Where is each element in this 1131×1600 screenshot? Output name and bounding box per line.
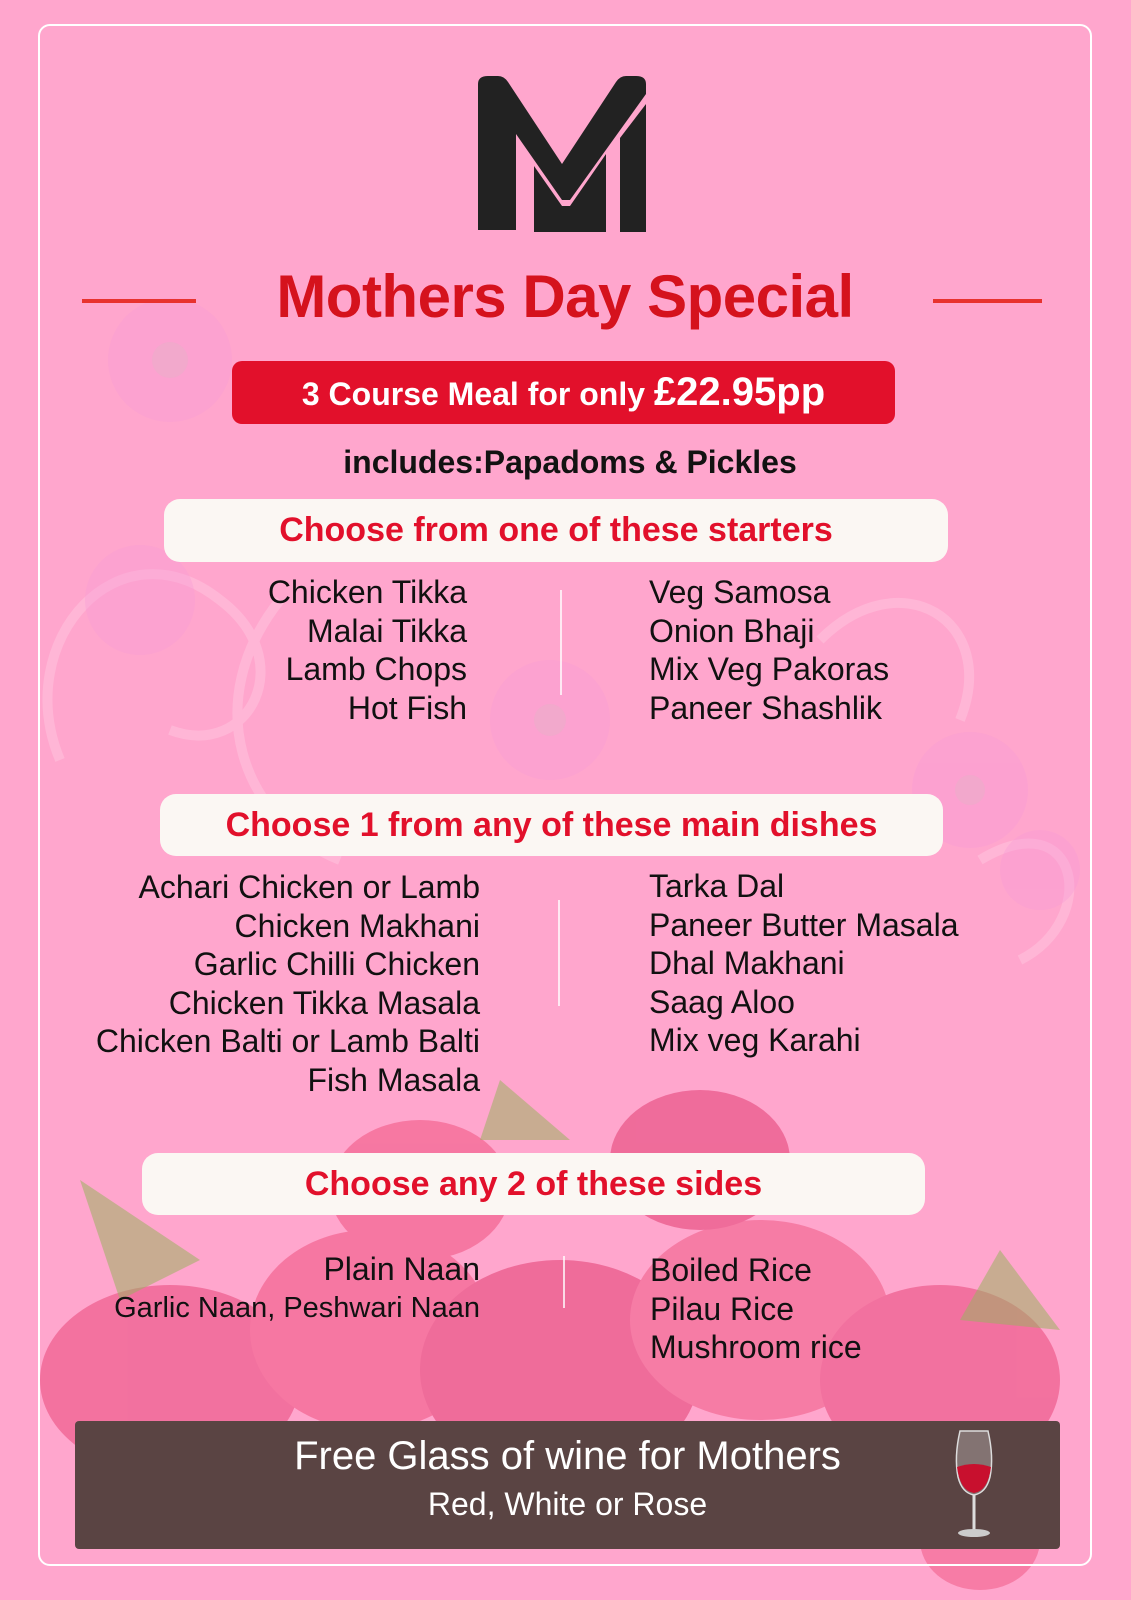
starter-item: Paneer Shashlik bbox=[649, 689, 883, 726]
side-item: Plain Naan bbox=[323, 1251, 480, 1287]
main-item: Mix veg Karahi bbox=[649, 1022, 861, 1058]
side-item: Boiled Rice bbox=[650, 1252, 812, 1288]
starter-item: Onion Bhaji bbox=[649, 612, 815, 649]
main-item: Achari Chicken or Lamb bbox=[138, 869, 480, 905]
mains-right-list bbox=[649, 867, 1069, 1060]
side-item: Garlic Naan, Peshwari Naan bbox=[114, 1291, 480, 1324]
includes-text: includes:Papadoms & Pickles bbox=[343, 444, 797, 480]
main-item: Chicken Tikka Masala bbox=[168, 984, 480, 1021]
offer-banner bbox=[232, 361, 895, 424]
offer-text: 3 Course Meal for only bbox=[301, 376, 654, 412]
sides-right-list bbox=[650, 1251, 980, 1367]
sides-heading: Choose any 2 of these sides bbox=[142, 1153, 925, 1215]
main-item: Paneer Butter Masala bbox=[649, 906, 959, 943]
main-item: Fish Masala bbox=[307, 1061, 480, 1098]
mains-heading: Choose 1 from any of these main dishes bbox=[160, 794, 943, 856]
main-item: Dhal Makhani bbox=[649, 945, 845, 981]
page-title: Mothers Day Special bbox=[276, 263, 854, 330]
title-rule-left bbox=[82, 299, 196, 303]
starter-item: Malai Tikka bbox=[306, 612, 467, 649]
wine-offer-options: Red, White or Rose bbox=[427, 1486, 708, 1522]
side-item: Mushroom rice bbox=[650, 1329, 862, 1365]
starter-item: Mix Veg Pakoras bbox=[649, 651, 890, 687]
main-item: Saag Aloo bbox=[649, 983, 795, 1020]
starter-item: Hot Fish bbox=[347, 689, 467, 726]
title-rule-right bbox=[933, 299, 1042, 303]
mains-left-list bbox=[40, 868, 480, 1099]
sides-left-list bbox=[50, 1250, 480, 1327]
main-item: Chicken Makhani bbox=[234, 907, 480, 944]
starter-item: Chicken Tikka bbox=[267, 574, 467, 610]
offer-price: £22.95pp bbox=[653, 370, 826, 414]
main-item: Chicken Balti or Lamb Balti bbox=[95, 1023, 480, 1059]
starters-heading: Choose from one of these starters bbox=[164, 499, 948, 562]
main-item: Tarka Dal bbox=[649, 868, 785, 904]
starters-left-list bbox=[200, 573, 467, 727]
starters-right-list bbox=[649, 573, 979, 727]
wine-offer-title: Free Glass of wine for Mothers bbox=[294, 1434, 841, 1478]
wine-offer-banner bbox=[75, 1421, 1060, 1549]
starter-item: Veg Samosa bbox=[649, 574, 831, 610]
main-item: Garlic Chilli Chicken bbox=[193, 946, 480, 982]
starters-divider bbox=[560, 590, 562, 695]
m-logo-icon bbox=[470, 72, 654, 242]
mains-divider bbox=[558, 900, 560, 1006]
sides-divider bbox=[563, 1256, 565, 1308]
side-item: Pilau Rice bbox=[650, 1290, 795, 1327]
starter-item: Lamb Chops bbox=[285, 651, 467, 687]
wine-glass-icon bbox=[946, 1427, 1002, 1542]
